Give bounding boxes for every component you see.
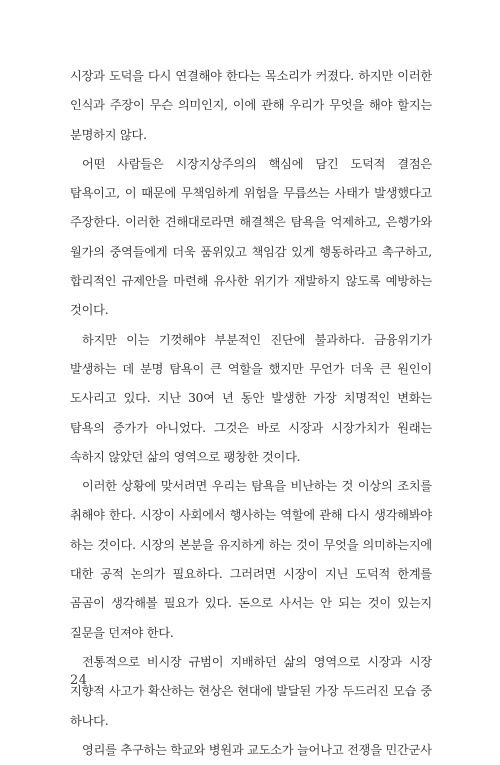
paragraph-4: 이러한 상황에 맞서려면 우리는 탐욕을 비난하는 것 이상의 조치를 취해야 한다. 시장이 사회에서 행사하는 역할에 관해 다시 생각해봐야 하는 것이다. 시장의 본분을 유지하게 하는 것이 무엇을 의미하는지에 대한 공적 논의가 필요하다. 그러려면 시장이 지닌 도덕적 한계를 곰곰이 생각해볼 필요가 있다. 돈으로 사서는 안 되는 것이 있는지 질문을 던져야 한다.	[70, 479, 432, 640]
paragraph-6: 영리를 추구하는 학교와 병원과 교도소가 늘어나고 전쟁을 민간군사	[82, 742, 432, 757]
paragraph-1: 시장과 도덕을 다시 연결해야 한다는 목소리가 커졌다. 하지만 이러한 인식과 주장이 무슨 의미인지, 이에 관해 우리가 무엇을 해야 할지는 분명하지 않다.	[70, 69, 432, 142]
page-number: 24	[70, 673, 88, 688]
paragraph-3: 하지만 이는 기껏해야 부분적인 진단에 불과하다. 금융위기가 발생하는 데 분명 탐욕이 큰 역할을 했지만 무언가 더욱 큰 원인이 도사리고 있다. 지난 30여 년 동안 발생한 가장 치명적인 변화는 탐욕의 증가가 아니었다. 그것은 바로 시장과 시장가치가 원래는 속하지 않았던 삶의 영역으로 팽창한 것이다.	[70, 332, 432, 464]
page-body	[70, 62, 432, 765]
paragraph-2: 어떤 사람들은 시장지상주의의 핵심에 담긴 도덕적 결점은 탐욕이고, 이 때문에 무책임하게 위험을 무릅쓰는 사태가 발생했다고 주장한다. 이러한 견해대로라면 해결책은 탐욕을 억제하고, 은행가와 월가의 중역들에게 더욱 품위있고 책임감 있게 행동하라고 촉구하고, 합리적인 규제안을 마련해 유사한 위기가 재발하지 않도록 예방하는 것이다.	[70, 156, 432, 318]
paragraph-5: 전통적으로 비시장 규범이 지배하던 삶의 영역으로 시장과 시장 지향적 사고가 확산하는 현상은 현대에 발달된 가장 두드러진 모습 중 하나다.	[70, 654, 432, 728]
